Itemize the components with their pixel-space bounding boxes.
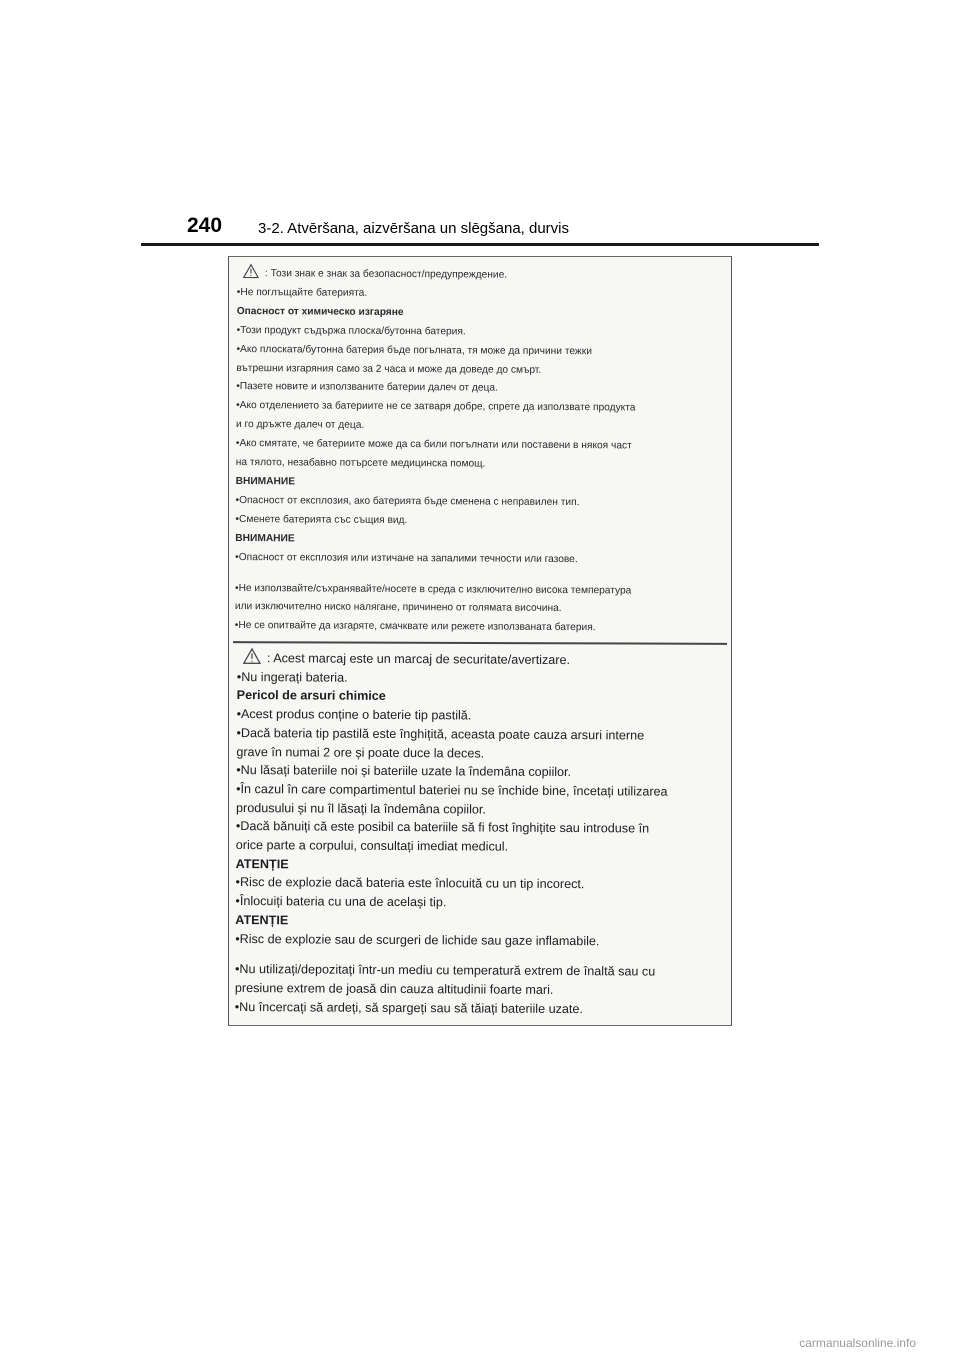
warning-heading bbox=[237, 303, 721, 325]
watermark-site: carmanualsonline.info bbox=[799, 1336, 916, 1350]
line-text: grave în numai 2 ore și poate duce la deces. bbox=[236, 744, 485, 761]
bulgarian-warning-block bbox=[235, 263, 721, 642]
line-text: •Опасност от експлозия, ако батерията бъде сменена с неправилен тип. bbox=[235, 494, 580, 508]
line-text: •Този продукт съдържа плоска/бутонна батерия. bbox=[236, 324, 466, 338]
line-text: •Dacă bănuiți că este posibil ca bateriile să fi fost înghițite sau introduse în bbox=[235, 819, 650, 836]
line-text: •Risc de explozie sau de scurgeri de lichide sau gaze inflamabile. bbox=[235, 931, 600, 948]
warning-line bbox=[236, 836, 720, 858]
line-text: •Не използвайте/съхранявайте/носете в среда с изключително висока температура bbox=[234, 582, 632, 596]
warning-line bbox=[237, 647, 721, 671]
line-text: •Risc de explozie dacă bateria este înlocuită cu un tip incorect. bbox=[235, 875, 585, 892]
line-text: presiune extrem de joasă din cauza altitudinii foarte mari. bbox=[234, 980, 554, 997]
line-text: •Acest produs conține o baterie tip pastilă. bbox=[236, 707, 472, 723]
warning-line bbox=[235, 617, 719, 639]
line-text: •Не поглъщайте батерията. bbox=[236, 286, 368, 299]
language-divider bbox=[233, 641, 727, 644]
warning-line bbox=[235, 892, 719, 914]
warning-line bbox=[235, 930, 719, 952]
line-text: или изключително ниско налягане, причинено от голямата височина. bbox=[234, 601, 562, 615]
page-header bbox=[0, 0, 960, 250]
line-text: orice parte a corpului, consultați imediat medicul. bbox=[235, 838, 509, 854]
line-text: ВНИМАНИЕ bbox=[235, 475, 296, 488]
warning-line bbox=[235, 998, 719, 1020]
page-number: 240 bbox=[187, 214, 223, 237]
line-text: •Nu încercați să ardeți, să spargeți sau să tăiați bateriile uzate. bbox=[234, 999, 583, 1016]
line-text: вътрешни изгаряния само за 2 часа и може да доведе до смърт. bbox=[236, 362, 542, 376]
warning-line bbox=[235, 549, 719, 571]
line-text: •În cazul în care compartimentul bateriei nu se închide bine, încetați utilizarea bbox=[236, 781, 668, 799]
romanian-warning-block bbox=[235, 647, 721, 1022]
warning-line bbox=[236, 341, 720, 363]
warning-line bbox=[235, 979, 719, 1001]
warning-line bbox=[236, 724, 720, 746]
line-text: и го дръжте далеч от деца. bbox=[235, 419, 365, 432]
header-rule bbox=[141, 243, 819, 246]
warning-line bbox=[237, 263, 721, 287]
line-text: •Сменете батерията със същия вид. bbox=[235, 513, 408, 526]
line-text: : Acest marcaj este un marcaj de securitate/avertizare. bbox=[266, 651, 571, 668]
line-text: •Пазете новите и използваните батерии далеч от деца. bbox=[236, 381, 498, 395]
line-text: : Този знак е знак за безопасност/предупреждение. bbox=[264, 268, 508, 281]
warning-line bbox=[236, 454, 720, 476]
warning-triangle-icon bbox=[243, 263, 259, 279]
section-title: 3-2. Atvēršana, aizvēršana un slēgšana, durvis bbox=[258, 220, 570, 237]
line-text: •Nu lăsați bateriile noi și bateriile uzate la îndemâna copiilor. bbox=[236, 763, 572, 780]
warning-line bbox=[235, 511, 719, 533]
line-text: на тялото, незабавно потърсете медицинска помощ. bbox=[235, 457, 486, 470]
line-text: •Ако смятате, че батериите може да са били погълнати или поставени в някоя част bbox=[235, 438, 632, 452]
line-text: •Nu utilizați/depozitați într-un mediu cu temperatură extrem de înaltă sau cu bbox=[234, 962, 656, 979]
line-text: •Înlocuiți bateria cu una de același tip. bbox=[235, 894, 447, 910]
line-text: Pericol de arsuri chimice bbox=[236, 688, 386, 704]
line-text: ATENȚIE bbox=[235, 856, 289, 872]
line-text: •Ако плоската/бутонна батерия бъде погълната, тя може да причини тежки bbox=[236, 343, 592, 357]
line-text: •Опасност от експлозия или изтичане на запалими течности или газове. bbox=[235, 551, 578, 565]
line-text: ATENȚIE bbox=[235, 912, 289, 928]
warning-triangle-icon bbox=[243, 647, 261, 665]
line-text: •Dacă bateria tip pastilă este înghițită, aceasta poate cauza arsuri interne bbox=[236, 725, 645, 743]
line-text: •Ако отделението за батериите не се затваря добре, спрете да използвате продукта bbox=[236, 400, 636, 414]
warning-line bbox=[237, 322, 721, 344]
scanned-warning-label bbox=[228, 256, 732, 1026]
line-text: •Nu ingerați bateria. bbox=[236, 669, 348, 685]
line-text: produsului și nu îl lăsați la îndemâna copiilor. bbox=[235, 800, 486, 817]
line-text: Опасност от химическо изгаряне bbox=[236, 305, 404, 318]
line-text: ВНИМАНИЕ bbox=[235, 532, 295, 545]
line-text: •Не се опитвайте да изгаряте, смачквате или режете използваната батерия. bbox=[234, 620, 596, 634]
warning-line bbox=[236, 780, 720, 802]
